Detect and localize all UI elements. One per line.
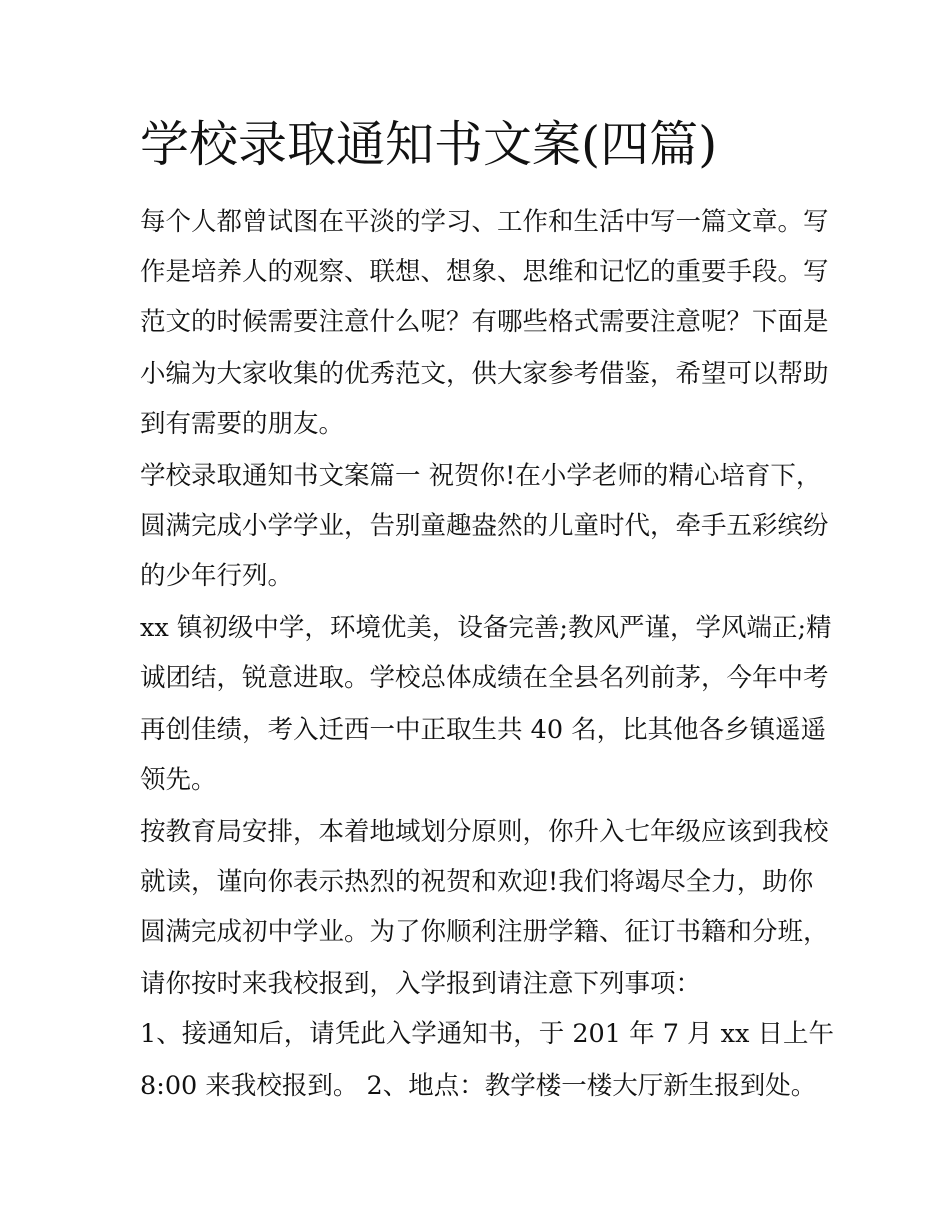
text-line: 每个人都曾试图在平淡的学习、工作和生活中写一篇文章。写 (140, 207, 829, 237)
text-line: xx 镇初级中学，环境优美，设备完善;教风严谨，学风端正;精 (140, 613, 832, 643)
text-line: 圆满完成小学学业，告别童趣盎然的儿童时代，牵手五彩缤纷 (140, 511, 829, 541)
text-line: 领先。 (140, 765, 217, 795)
text-line: 就读，谨向你表示热烈的祝贺和欢迎!我们将竭尽全力，助你 (140, 867, 814, 897)
text-line: 诚团结，锐意进取。学校总体成绩在全县名列前茅，今年中考 (140, 663, 829, 693)
text-line: 8:00 来我校报到。 2、地点：教学楼一楼大厅新生报到处。 (140, 1071, 817, 1101)
text-line: 请你按时来我校报到，入学报到请注意下列事项： (140, 969, 702, 999)
text-line: 小编为大家收集的优秀范文，供大家参考借鉴，希望可以帮助 (140, 359, 829, 389)
text-line: 的少年行列。 (140, 561, 294, 591)
text-line: 作是培养人的观察、联想、想象、思维和记忆的重要手段。写 (140, 257, 829, 287)
text-line: 范文的时候需要注意什么呢？有哪些格式需要注意呢？下面是 (140, 307, 829, 337)
text-line: 1、接通知后，请凭此入学通知书，于 201 年 7 月 xx 日上午 (140, 1019, 835, 1049)
text-line: 按教育局安排，本着地域划分原则，你升入七年级应该到我校 (140, 817, 829, 847)
document-title: 学校录取通知书文案(四篇) (140, 116, 718, 173)
text-line: 再创佳绩，考入迁西一中正取生共 40 名，比其他各乡镇遥遥 (140, 715, 827, 745)
text-line: 圆满完成初中学业。为了你顺利注册学籍、征订书籍和分班， (140, 917, 829, 947)
text-line: 到有需要的朋友。 (140, 409, 345, 439)
text-line: 学校录取通知书文案篇一 祝贺你!在小学老师的精心培育下， (140, 461, 822, 491)
